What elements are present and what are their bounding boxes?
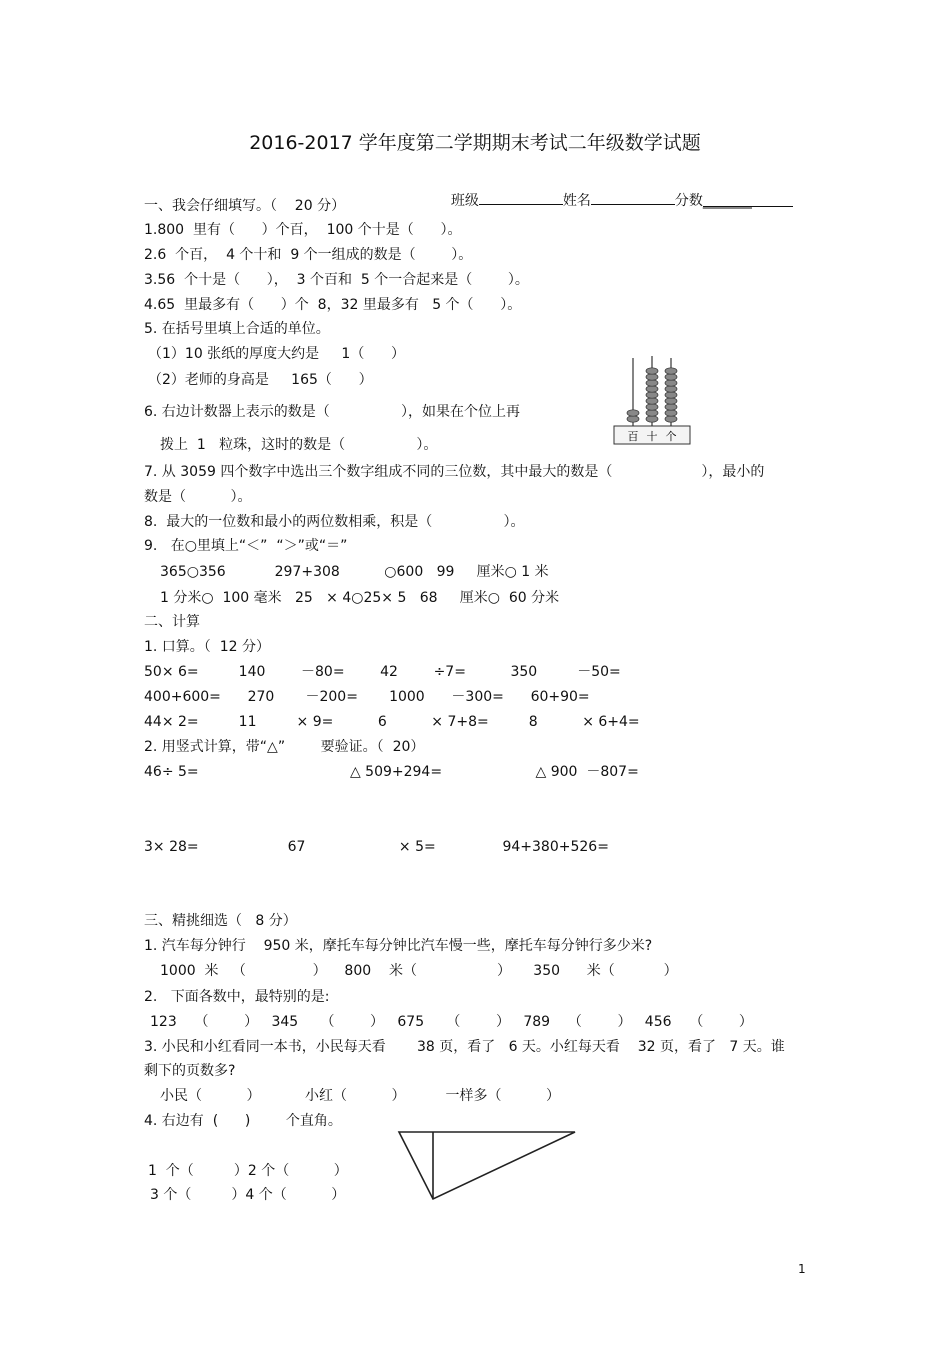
- question-5: 5. 在括号里填上合适的单位。: [144, 321, 330, 337]
- choice-options-3: 小民（ ） 小红（ ） 一样多（ ）: [160, 1088, 561, 1104]
- question-7a: 7. 从 3059 四个数字中选出三个数字组成不同的三位数，其中最大的数是（ ），最小的: [144, 464, 765, 480]
- vertical-heading: 2. 用竖式计算，带“△” 要验证。（ 20）: [144, 739, 425, 755]
- section1-heading: 一、我会仔细填写。（ 20 分）: [144, 198, 346, 214]
- page-title: 2016-2017 学年度第二学期期末考试二年级数学试题: [249, 132, 701, 154]
- choice-options-4a: 1 个（ ）2 个（ ）: [148, 1163, 348, 1179]
- choice-question-3a: 3. 小民和小红看同一本书，小民每天看 38 页，看了 6 天。小红每天看 32 页，看了 7 天。谁: [144, 1039, 785, 1055]
- choice-question-4: 4. 右边有 ( ) 个直角。: [144, 1113, 342, 1129]
- question-4: 4.65 里最多有（ ）个 8，32 里最多有 5 个（ ）。: [144, 297, 522, 313]
- ones-beads: [665, 368, 677, 422]
- outer-triangle: [399, 1132, 575, 1199]
- question-8: 8. 最大的一位数和最小的两位数相乘，积是（ ）。: [144, 514, 525, 530]
- choice-options-1: 1000 米 （ ） 800 米（ ） 350 米（ ）: [160, 963, 678, 979]
- abacus-label-hundreds: 百: [627, 430, 639, 443]
- oral-heading: 1. 口算。（ 12 分）: [144, 639, 270, 655]
- question-7b: 数是（ ）。: [144, 489, 252, 505]
- section2-heading: 二、计算: [144, 614, 200, 630]
- info-line: [442, 172, 793, 210]
- section3-heading: 三、精挑细选（ 8 分）: [144, 913, 297, 929]
- class-label: 班级: [450, 193, 479, 209]
- question-5-2: （2）老师的身高是 165（ ）: [148, 372, 373, 388]
- choice-question-2: 2. 下面各数中，最特别的是:: [144, 989, 330, 1005]
- triangle-figure: [392, 1125, 582, 1205]
- question-6a: 6. 右边计数器上表示的数是（ ），如果在个位上再: [144, 404, 521, 420]
- question-9-row2: 1 分米○ 100 毫米 25 × 4○25× 5 68 厘米○ 60 分米: [160, 590, 560, 606]
- abacus-label-ones: 个: [665, 430, 677, 443]
- question-5-1: （1）10 张纸的厚度大约是 1（ ）: [148, 346, 406, 362]
- choice-options-4b: 3 个（ ）4 个（ ）: [150, 1187, 346, 1203]
- abacus-label-tens: 十: [646, 430, 658, 443]
- question-1: 1.800 里有（ ）个百， 100 个十是（ ）。: [144, 222, 462, 238]
- tens-beads: [646, 368, 658, 422]
- oral-row: 400+600= 270 －200= 1000 －300= 60+90=: [144, 689, 590, 705]
- score-blank[interactable]: _______: [703, 192, 793, 207]
- choice-question-1: 1. 汽车每分钟行 950 米，摩托车每分钟比汽车慢一些，摩托车每分钟行多少米?: [144, 938, 653, 954]
- hundreds-beads: [627, 410, 639, 422]
- name-blank[interactable]: [591, 190, 675, 205]
- question-9-row1: 365○356 297+308 ○600 99 厘米○ 1 米: [160, 564, 549, 580]
- vertical-row: 46÷ 5= △ 509+294= △ 900 －807=: [144, 764, 639, 780]
- question-6b: 拨上 1 粒珠，这时的数是（ ）。: [160, 437, 438, 453]
- name-label: 姓名: [562, 193, 591, 209]
- question-2: 2.6 个百， 4 个十和 9 个一组成的数是（ ）。: [144, 247, 473, 263]
- question-9: 9. 在○里填上“＜” “＞”或“＝”: [144, 538, 348, 554]
- choice-question-3b: 剩下的页数多?: [144, 1063, 236, 1079]
- oral-row: 44× 2= 11 × 9= 6 × 7+8= 8 × 6+4=: [144, 714, 640, 730]
- score-label: 分数: [674, 193, 703, 209]
- class-blank[interactable]: [479, 190, 563, 205]
- abacus-figure: [612, 354, 692, 446]
- vertical-row: 3× 28= 67 × 5= 94+380+526=: [144, 839, 609, 855]
- choice-options-2: 123 （ ） 345 （ ） 675 （ ） 789 （ ） 456 （ ）: [150, 1014, 753, 1030]
- page-number: 1: [798, 1262, 806, 1276]
- question-3: 3.56 个十是（ ）， 3 个百和 5 个一合起来是（ ）。: [144, 272, 529, 288]
- oral-row: 50× 6= 140 －80= 42 ÷7= 350 －50=: [144, 664, 621, 680]
